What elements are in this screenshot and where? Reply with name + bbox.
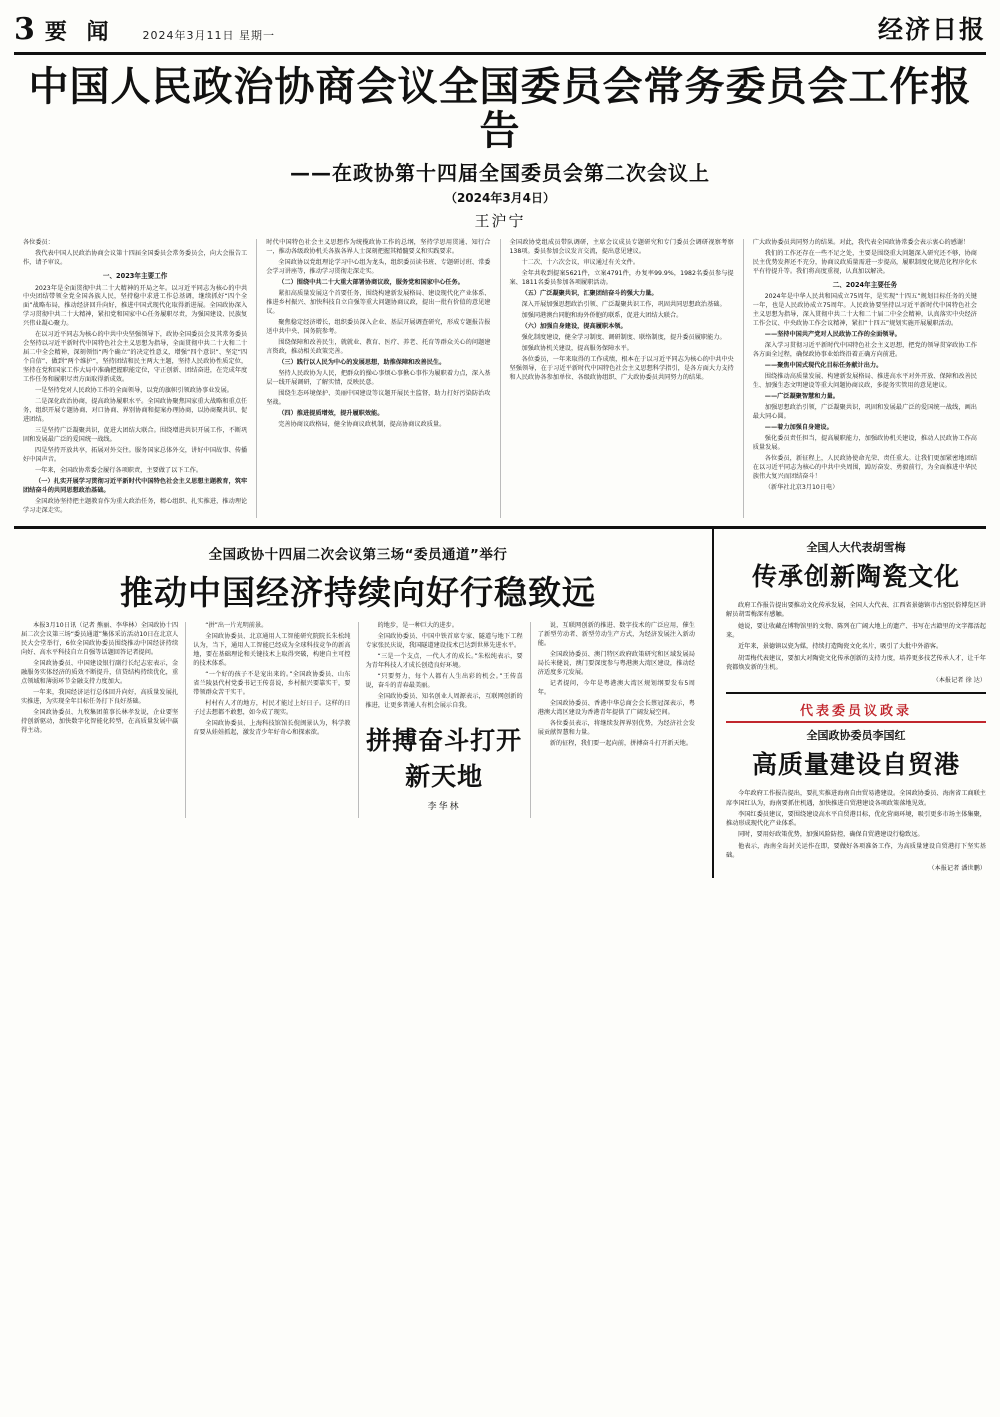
paragraph: 今年政府工作报告提出，要扎实推进海南自由贸易港建设。全国政协委员、海南省工商联主席李国红认为，海南要抓住机遇，加快推进自贸港建设各项政策落地见效。 — [726, 790, 986, 807]
paragraph: “一个好的孩子不是宠出来的。”全国政协委员、山东省兰陵县代村党委书记王传喜说，乡村振兴要靠实干，要带领群众苦干实干。 — [193, 671, 351, 697]
red-section-label: 代表委员议政录 — [799, 704, 912, 720]
paragraph: 各位委员： — [23, 239, 54, 246]
right-kicker-1: 全国人大代表胡雪梅 — [806, 541, 906, 555]
right-kicker-2: 全国政协委员李国红 — [806, 729, 906, 743]
masthead-left — [14, 12, 276, 47]
section-name: 要 闻 — [44, 20, 115, 45]
paragraph: ——着力加强自身建设。 — [764, 424, 833, 432]
right-sign-2: （本报记者 潘世鹏） — [928, 865, 986, 873]
paragraph: 各位委员表示，将继续发挥界别优势，为经济社会发展贡献智慧和力量。 — [537, 719, 695, 736]
paragraph: 全国政协委员、中国建设银行副行长纪志宏表示，金融服务实体经济的质效不断提升，信贷结构持续优化，重点领域和薄弱环节金融支持力度加大。 — [21, 660, 179, 686]
page-number: 3 — [14, 12, 35, 47]
paragraph: 全年共收到提案5621件，立案4791件，办复率99.9%，1982名委员参与提案、1811名委员参加各项履职活动。 — [509, 269, 734, 286]
lower-kicker: 全国政协十四届二次会议第三场“委员通道”举行 — [208, 547, 508, 564]
masthead-rule — [14, 52, 986, 55]
paragraph: 各位委员，新征程上，人民政协使命光荣、责任重大。让我们更加紧密地团结在以习近平同志为核心的中共中央周围，踔厉奋发、勇毅前行，为全面推进中华民族伟大复兴而团结奋斗！ — [752, 455, 977, 481]
paragraph: 坚持人民政协为人民，把群众的操心事烦心事揪心事作为履职着力点，深入基层一线开展调研，了解实情，反映民意。 — [266, 369, 491, 386]
paragraph: 紧扣高质量发展这个首要任务，围绕构建新发展格局、建设现代化产业体系、推进乡村振兴、加快科技自立自强等重大问题协商议政，提出一批有价值的意见建议。 — [266, 289, 491, 315]
lead-byline: 王沪宁 — [474, 212, 526, 230]
lower-column-3 — [359, 622, 531, 818]
paragraph: （三）践行以人民为中心的发展思想，助推保障和改善民生。 — [278, 358, 446, 366]
paragraph: 全国政协委员、北京通用人工智能研究院院长朱松纯认为，当下，通用人工智能已经成为全球科技竞争的新高地，要在基础理论和关键技术上取得突破，构建自主可控的技术体系。 — [193, 633, 351, 668]
paragraph: 新的征程，我们要一起向前，拼搏奋斗打开新天地。 — [549, 739, 693, 747]
paragraph: 各位委员，一年来取得的工作成绩，根本在于以习近平同志为核心的中共中央坚强领导，在于习近平新时代中国特色社会主义思想科学指引，是各方面大力支持和人民政协各参加单位、各级政协组织、广大政协委员共同努力的结果。 — [509, 355, 734, 381]
paragraph: 我们的工作还存在一些不足之处，主要是围绕重大问题深入研究还不够，协商民主优势发挥还不充分，协商议政质量需进一步提高，履职制度化规范化程序化水平有待提升等。我们将高度重视，认真加以解决。 — [752, 249, 977, 275]
paragraph: 全国政协坚持把主题教育作为重大政治任务，精心组织、扎实推进，推动理论学习走深走实。 — [23, 498, 248, 515]
paragraph: （二）围绕中共二十大重大部署协商议政，服务党和国家中心任务。 — [278, 278, 464, 286]
paragraph: 加强政协机关建设，提高服务保障水平。 — [521, 344, 633, 352]
paragraph: 我代表中国人民政治协商会议第十四届全国委员会常务委员会，向大会报告工作，请予审议。 — [23, 249, 248, 266]
lower-sub-title: 拼搏奋斗打开新天地 — [366, 725, 523, 791]
lead-column-4 — [744, 239, 986, 518]
paragraph: 围绕生态环境保护、美丽中国建设等议题开展民主监督，助力打好污染防治攻坚战。 — [266, 389, 491, 406]
paragraph: 全国政协委员、上海科技馆馆长倪闽景认为，科学教育要从娃娃抓起，激发青少年好奇心和探索欲。 — [193, 719, 351, 736]
right-article-2 — [726, 727, 986, 872]
paragraph: 深入学习贯彻习近平新时代中国特色社会主义思想，把党的领导贯穿政协工作各方面全过程，确保政协事业始终沿着正确方向前进。 — [752, 342, 977, 359]
paragraph: 强化制度建设，健全学习制度、调研制度、联络制度，提升委员履职能力。 — [521, 333, 726, 341]
lower-column-1 — [14, 622, 186, 818]
lead-body — [14, 239, 986, 518]
paragraph: 一年来，我国经济运行总体回升向好，高质量发展扎实推进，为实现全年目标任务打下良好基础。 — [21, 689, 179, 705]
paper-name: 经济日报 — [877, 15, 986, 44]
paragraph: “只要努力，每个人都有人生出彩的机会。”王传喜说，奋斗的青春最美丽。 — [365, 673, 523, 690]
paragraph: 加强同港澳台同胞和海外侨胞的联系，促进大团结大联合。 — [521, 311, 683, 319]
paragraph: 全国政协委员、香港中华总商会会长蔡冠深表示，粤港澳大湾区建设为香港青年提供了广阔发展空间。 — [537, 700, 695, 716]
right-divider — [726, 692, 986, 694]
lead-column-2 — [257, 239, 500, 518]
paragraph: 她说，要让收藏在博物馆里的文物、陈列在广阔大地上的遗产、书写在古籍里的文字都活起来。 — [726, 622, 986, 640]
red-rule — [726, 721, 986, 723]
lower-column-2 — [186, 622, 358, 818]
paragraph: 胡雪梅代表建议，要加大对陶瓷文化传承创新的支持力度，培养更多技艺传承人才，让千年瓷都焕发新的生机。 — [726, 654, 986, 671]
lead-column-3 — [501, 239, 744, 518]
lead-dateline: （2024年3月4日） — [444, 191, 556, 205]
paragraph: 围绕推动高质量发展、构建新发展格局、推进高水平对外开放、保障和改善民生、加强生态文明建设等重大问题协商议政，多提务实管用的意见建议。 — [752, 373, 977, 390]
paragraph: 完善协商议政格局，健全协商议政机制，提高协商议政质量。 — [278, 420, 446, 428]
paragraph: 本报3月10日讯（记者 熊丽、李华林）全国政协十四届二次会议第三场“委员通道”集体采访活动10日在北京人民大会堂举行，6位全国政协委员围绕推动中国经济持续向好、高水平科技自立自强等话题回答记者提问。 — [21, 622, 179, 657]
paragraph: 聚焦稳定经济增长，组织委员深入企业、基层开展调查研究，形成专题报告报送中共中央、国务院参考。 — [266, 318, 491, 335]
paragraph: “拼”出一片光明前景。 — [205, 622, 268, 630]
paragraph: 政府工作报告提出要推动文化传承发展，全国人大代表、江西省景德镇市古窑民俗博览区讲解员胡雪梅深有感触。 — [726, 602, 986, 619]
lower-column-4 — [531, 622, 702, 818]
paragraph: 2023年是全面贯彻中共二十大精神的开局之年。以习近平同志为核心的中共中央团结带领全党全国各族人民，坚持稳中求进工作总基调，继续抓好“四个全面”战略布局，推动经济回升向好，推进中国式现代化取得新进展。全国政协深入学习贯彻中共二十大精神，紧扣党和国家中心任务履职尽责，为强国建设、民族复兴伟业凝心聚力。 — [23, 284, 248, 328]
lower-left-article — [14, 529, 714, 878]
paragraph: 全国政协以党组理论学习中心组为龙头，组织委员读书班、专题研讨班、常委会学习讲座等，推动学习贯彻走深走实。 — [266, 258, 491, 275]
paragraph: 四是坚持开放共享，拓展对外交往。服务国家总体外交，讲好中国故事、传播好中国声音。 — [23, 447, 248, 464]
lead-headline: 中国人民政治协商会议全国委员会常务委员会工作报告 — [28, 64, 972, 154]
right-body-2 — [726, 789, 986, 860]
paragraph: 一是坚持党对人民政协工作的全面领导，以党的旗帜引领政协事业发展。 — [35, 387, 233, 395]
lower-sub-author: 李华林 — [427, 801, 461, 812]
paragraph: 时代中国特色社会主义思想作为统揽政协工作的总纲，坚持学思用贯通、知行合一，推动各级政协机关各族各界人士深刻把握其精髓要义和实践要求。 — [266, 239, 491, 255]
article-source: （新华社北京3月10日电） — [764, 484, 839, 492]
paragraph: 十二次、十六次会议，审议通过有关文件。 — [521, 258, 640, 266]
right-article-1 — [726, 539, 986, 684]
lower-columns — [14, 622, 702, 818]
paragraph: 全国政协委员、知名创业人周源表示，互联网创新的推进，让更多普通人有机会展示自我。 — [365, 693, 523, 709]
masthead — [14, 10, 986, 50]
paragraph: 2024年是中华人民共和国成立75周年，是实现“十四五”规划目标任务的关键一年，也是人民政协成立75周年。人民政协要坚持以习近平新时代中国特色社会主义思想为指导，深入贯彻中共二十大和二十届二中全会精神，认真落实中央经济工作会议、中央政协工作会议精神，紧扣“十四五”规划实施开展履职活动。 — [752, 293, 977, 328]
paragraph: （四）推进提质增效，提升履职效能。 — [278, 409, 384, 417]
paragraph: 深入开展加强思想政治引领、广泛凝聚共识工作，巩固共同思想政治基础。 — [521, 300, 726, 308]
right-title-2: 高质量建设自贸港 — [751, 750, 960, 780]
paragraph: 全国政协委员、九牧集团董事长林孝发说，企业要坚持创新驱动，加快数字化智能化转型，在高质量发展中赢得主动。 — [21, 708, 179, 734]
paragraph: 全国政协委员、澳门特区政府政策研究和区域发展局局长米健说，澳门要深度参与粤港澳大湾区建设，推动经济适度多元发展。 — [537, 651, 695, 677]
lower-right-column — [714, 529, 986, 878]
section-heading: 一、2023年主要工作 — [102, 271, 168, 280]
paragraph: 广大政协委员共同努力的结果。对此，我代表全国政协常委会表示衷心的感谢！ — [752, 239, 970, 246]
paragraph: 三是坚持广泛凝聚共识，促进大团结大联合。围绕增进共识开展工作，不断巩固和发展最广泛的爱国统一战线。 — [23, 427, 248, 444]
right-sign-1: （本报记者 徐 达） — [932, 677, 986, 685]
paragraph: ——广泛凝聚智慧和力量。 — [764, 393, 839, 401]
paragraph: ——坚持中国共产党对人民政协工作的全面领导。 — [764, 331, 901, 339]
paragraph: 强化委员责任担当，提高履职能力，加强政协机关建设，推动人民政协工作高质量发展。 — [752, 435, 977, 452]
paragraph: 围绕保障和改善民生，就就业、教育、医疗、养老、托育等群众关心的问题建言资政，推动相关政策完善。 — [266, 338, 491, 355]
publication-date: 2024年3月11日 星期一 — [142, 29, 276, 42]
paragraph: （一）扎实开展学习贯彻习近平新时代中国特色社会主义思想主题教育，筑牢团结奋斗的共同思想政治基础。 — [23, 478, 248, 495]
paragraph: 二是深化政治协商，提高政协履职水平。全国政协聚焦国家重大战略和重点任务，组织开展专题协商、对口协商、界别协商和提案办理协商，以协商聚共识、促进团结。 — [23, 398, 248, 424]
paragraph: 全国政协委员、中国中铁首席专家、隧道与地下工程专家张民庆说，我国隧道建设技术已达到世界先进水平。 — [365, 633, 523, 650]
paragraph: 的地步，是一种巨大的进步。 — [377, 622, 458, 630]
paragraph: （五）广泛凝聚共识，汇聚团结奋斗的强大力量。 — [521, 289, 658, 297]
paragraph: 同时，要用好政策优势，加强风险防控，确保自贸港建设行稳致远。 — [738, 831, 924, 839]
paragraph: “三是一个支点，一代人才的成长。”朱松纯表示，要为青年科技人才成长创造良好环境。 — [365, 653, 523, 670]
paragraph: 他表示，海南全岛封关运作在即，要做好各项准备工作，为高质量建设自贸港打下坚实基础。 — [726, 842, 986, 859]
paragraph: 在以习近平同志为核心的中共中央坚强领导下，政协全国委员会及其常务委员会坚持以习近平新时代中国特色社会主义思想为指导，全面贯彻中共二十大和二十届二中全会精神，深刻领悟“两个确立”的决定性意义，增强“四个意识”、坚定“四个自信”、做到“两个维护”，坚持团结和民主两大主题，坚持人民政协性质定位，坚持在党和国家工作大局中准确把握职能定位，守正创新、团结奋进，在完成年度工作任务和履职尽责方面取得新成效。 — [23, 331, 248, 384]
right-body-1 — [726, 601, 986, 672]
paragraph: 全国政协党组成员带队调研，主席会议成员专题研究和专门委员会调研视察考察138项。委员参加会议发言交流，提出意见建议。 — [509, 239, 734, 255]
paragraph: （六）加强自身建设，提高履职本领。 — [521, 322, 627, 330]
lead-subhead: ——在政协第十四届全国委员会第二次会议上 — [290, 161, 710, 185]
paragraph: 记者提问，今年是粤港澳大湾区规划纲要发布5周年。 — [537, 680, 695, 697]
lower-section — [14, 529, 986, 878]
lower-title: 推动中国经济持续向好行稳致远 — [120, 573, 596, 613]
paragraph: 李国红委员建议，要围绕建设高水平自贸港目标，优化营商环境，吸引更多市场主体集聚，推动形成现代化产业体系。 — [726, 810, 986, 828]
paragraph: 一年来，全国政协常委会履行各项职责，主要做了以下工作。 — [35, 467, 203, 475]
paragraph: 村村有人才的地方，村民才能过上好日子。这样的日子过去想都不敢想，如今成了现实。 — [193, 700, 351, 716]
lead-column-1 — [14, 239, 257, 518]
paragraph: 说，互联网创新的推进、数字技术的广泛应用，催生了新型劳动者、新型劳动生产方式，为经济发展注入新动能。 — [537, 622, 695, 648]
right-title-1: 传承创新陶瓷文化 — [751, 562, 960, 592]
paragraph: 加强思想政治引领，广泛凝聚共识，巩固和发展最广泛的爱国统一战线，画出最大同心圆。 — [752, 404, 977, 421]
paragraph: ——聚焦中国式现代化目标任务献计出力。 — [764, 362, 883, 370]
paragraph: 近年来，景德镇以瓷为媒，持续打造陶瓷文化名片，吸引了大批中外游客。 — [738, 643, 943, 651]
section-heading: 二、2024年主要任务 — [832, 280, 898, 289]
